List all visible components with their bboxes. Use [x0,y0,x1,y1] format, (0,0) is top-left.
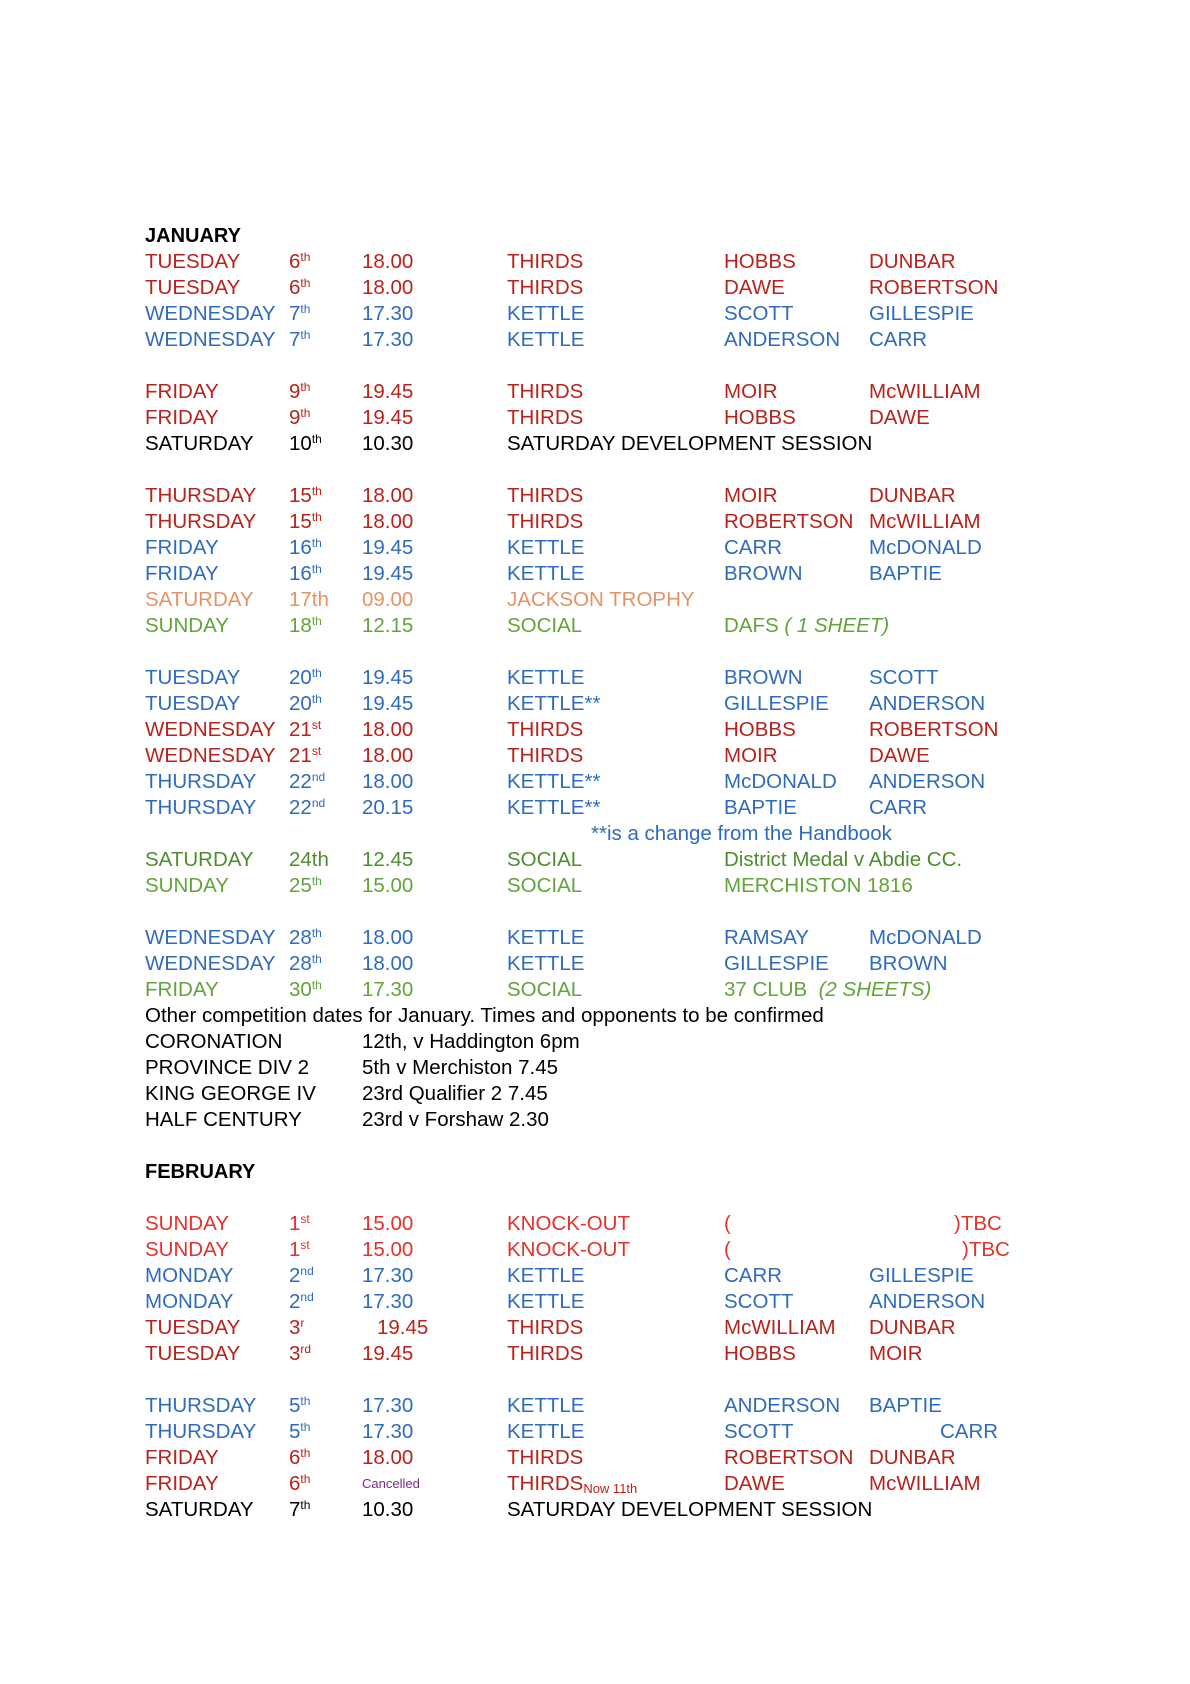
event: SOCIAL [507,874,583,897]
spacer [145,1133,1045,1159]
player-2: ANDERSON [869,692,986,715]
day: SUNDAY [145,1212,229,1235]
fixture-row [145,509,1045,535]
time: 18.00 [362,250,414,273]
day: FRIDAY [145,536,219,559]
player-2: McDONALD [869,926,982,949]
player-1: MOIR [724,484,778,507]
fixture-row [145,275,1045,301]
fixture-row [145,405,1045,431]
time: 19.45 [362,536,414,559]
fixture-row [145,873,1045,899]
event: KETTLE [507,1394,585,1417]
date: 6th [289,1446,311,1469]
competition-row [145,1107,1045,1133]
event: KETTLE** [507,770,601,793]
date: 5th [289,1420,311,1443]
day: THURSDAY [145,484,257,507]
event: THIRDS [507,484,584,507]
event: THIRDS [507,406,584,429]
fixture-row [145,535,1045,561]
player-1: MERCHISTON 1816 [724,874,913,897]
competition-row [145,1081,1045,1107]
day: MONDAY [145,1290,234,1313]
player-1: GILLESPIE [724,692,829,715]
event: JACKSON TROPHY [507,588,695,611]
event: KETTLE [507,328,585,351]
time: 19.45 [377,1316,429,1339]
event: SOCIAL [507,614,583,637]
competition-detail: 23rd Qualifier 2 7.45 [362,1082,548,1105]
competition-name: KING GEORGE IV [145,1082,316,1105]
day: TUESDAY [145,1342,241,1365]
day: FRIDAY [145,978,219,1001]
competition-row [145,1055,1045,1081]
time: 19.45 [362,562,414,585]
competition-name: HALF CENTURY [145,1108,302,1131]
tbc: )TBC [962,1238,1010,1261]
fixture-row [145,561,1045,587]
competition-row [145,1029,1045,1055]
time: 12.45 [362,848,414,871]
date: 15th [289,484,322,507]
event: THIRDS [507,510,584,533]
month-heading-january: JANUARY [145,225,241,247]
date: 16th [289,562,322,585]
player-1: ANDERSON [724,328,841,351]
date: 24th [289,848,329,871]
spacer [145,457,1045,483]
day: THURSDAY [145,770,257,793]
time: 17.30 [362,978,414,1001]
time: 18.00 [362,718,414,741]
time: 19.45 [362,1342,414,1365]
day: THURSDAY [145,510,257,533]
player-1: BROWN [724,666,803,689]
fixture-row [145,327,1045,353]
player-1: HOBBS [724,250,796,273]
day: SATURDAY [145,848,254,871]
player-1: McDONALD [724,770,837,793]
time: 17.30 [362,302,414,325]
time: 18.00 [362,484,414,507]
date: 17th [289,588,329,611]
time: 15.00 [362,874,414,897]
time: 15.00 [362,1212,414,1235]
player-1: GILLESPIE [724,952,829,975]
player-1: SCOTT [724,1420,794,1443]
fixture-row [145,977,1045,1003]
spacer [145,1367,1045,1393]
date: 2nd [289,1264,314,1287]
player-2: McWILLIAM [869,1472,981,1495]
event: THIRDS [507,1342,584,1365]
date: 1st [289,1238,310,1261]
day: WEDNESDAY [145,302,276,325]
day: WEDNESDAY [145,744,276,767]
fixture-row [145,847,1045,873]
time: 19.45 [362,380,414,403]
player-2: McWILLIAM [869,510,981,533]
fixture-row [145,483,1045,509]
fixture-row [145,1471,1045,1497]
spacer [145,353,1045,379]
spacer [145,639,1045,665]
date: 25th [289,874,322,897]
fixture-row [145,1289,1045,1315]
event: THIRDS [507,250,584,273]
day: WEDNESDAY [145,718,276,741]
player-2: GILLESPIE [869,1264,974,1287]
event: KETTLE [507,1420,585,1443]
day: SATURDAY [145,1498,254,1521]
player-2: DUNBAR [869,484,956,507]
player-1: ROBERTSON [724,1446,854,1469]
fixture-row [145,249,1045,275]
date: 28th [289,926,322,949]
player-2: ROBERTSON [869,276,999,299]
event: THIRDS [507,380,584,403]
date: 6th [289,250,311,273]
player-2: ANDERSON [869,770,986,793]
fixture-row [145,1263,1045,1289]
fixture-row [145,1341,1045,1367]
player-1: SCOTT [724,302,794,325]
fixture-row [145,743,1045,769]
player-2: SCOTT [869,666,939,689]
event: THIRDS [507,718,584,741]
time: 19.45 [362,666,414,689]
player-1: ( [724,1212,731,1235]
day: WEDNESDAY [145,328,276,351]
player-2: ANDERSON [869,1290,986,1313]
event: KETTLE [507,536,585,559]
competition-detail: 5th v Merchiston 7.45 [362,1056,558,1079]
fixture-row [145,795,1045,821]
time: 18.00 [362,952,414,975]
competition-name: CORONATION [145,1030,283,1053]
event: KETTLE [507,1264,585,1287]
day: TUESDAY [145,666,241,689]
time: 20.15 [362,796,414,819]
player-1: ( [724,1238,731,1261]
fixture-row [145,951,1045,977]
day: FRIDAY [145,406,219,429]
fixture-row [145,301,1045,327]
day: MONDAY [145,1264,234,1287]
date: 21st [289,744,322,767]
day: SUNDAY [145,1238,229,1261]
date: 9th [289,380,311,403]
date: 3$^r$ [289,1316,305,1339]
player-2: CARR [940,1420,999,1443]
spacer [145,899,1045,925]
time: 12.15 [362,614,414,637]
competition-detail: 12th, v Haddington 6pm [362,1030,580,1053]
fixture-row [145,691,1045,717]
fixture-row [145,1497,1045,1523]
day: TUESDAY [145,692,241,715]
player-2: DUNBAR [869,1446,956,1469]
other-competitions-intro-row [145,1003,1045,1029]
month-heading-february: FEBRUARY [145,1161,256,1183]
event: THIRDS [507,744,584,767]
event: THIRDSNow 11th [507,1472,638,1496]
player-1: RAMSAY [724,926,810,949]
time: 19.45 [362,406,414,429]
player-2: BAPTIE [869,1394,942,1417]
player-2: BAPTIE [869,562,942,585]
player-2: GILLESPIE [869,302,974,325]
player-2: DUNBAR [869,250,956,273]
day: SATURDAY [145,588,254,611]
player-2: DAWE [869,744,930,767]
event: THIRDS [507,1446,584,1469]
player-1: HOBBS [724,718,796,741]
time: 10.30 [362,432,414,455]
day: SUNDAY [145,614,229,637]
event: KNOCK-OUT [507,1212,630,1235]
day: SATURDAY [145,432,254,455]
date: 7th [289,328,311,351]
date: 20th [289,692,322,715]
fixture-row [145,1211,1045,1237]
time: 19.45 [362,692,414,715]
event: KETTLE** [507,796,601,819]
event: KETTLE [507,952,585,975]
event: KNOCK-OUT [507,1238,630,1261]
date: 1st [289,1212,310,1235]
date: 5th [289,1394,311,1417]
player-2: ROBERTSON [869,718,999,741]
player-1: DAFS ( 1 SHEET) [724,614,890,637]
day: FRIDAY [145,380,219,403]
date: 22nd [289,796,326,819]
date: 28th [289,952,322,975]
day: FRIDAY [145,1472,219,1495]
date: 16th [289,536,322,559]
time: 17.30 [362,1394,414,1417]
time [362,1471,420,1497]
fixture-row [145,1237,1045,1263]
tbc: )TBC [954,1212,1002,1235]
fixture-row [145,717,1045,743]
player-2: DAWE [869,406,930,429]
event: KETTLE [507,302,585,325]
competition-name: PROVINCE DIV 2 [145,1056,310,1079]
fixture-row [145,925,1045,951]
time: 09.00 [362,588,414,611]
date: 2nd [289,1290,314,1313]
fixture-row [145,379,1045,405]
date: 6th [289,1472,311,1495]
day: TUESDAY [145,250,241,273]
fixture-row [145,587,1045,613]
player-1: CARR [724,1264,783,1287]
player-2: CARR [869,796,928,819]
event: THIRDS [507,1316,584,1339]
time: 17.30 [362,1290,414,1313]
event: KETTLE [507,1290,585,1313]
date: 10th [289,432,322,455]
date: 15th [289,510,322,533]
day: WEDNESDAY [145,926,276,949]
player-1: CARR [724,536,783,559]
other-competitions-intro: Other competition dates for January. Times and opponents to be confirmed [145,1004,824,1027]
event: KETTLE [507,926,585,949]
player-2: McDONALD [869,536,982,559]
player-1: 37 CLUB (2 SHEETS) [724,978,932,1001]
day: FRIDAY [145,1446,219,1469]
date: 21st [289,718,322,741]
player-1: District Medal v Abdie CC. [724,848,963,871]
fixture-row [145,1315,1045,1341]
player-2: DUNBAR [869,1316,956,1339]
date: 18th [289,614,322,637]
player-2: MOIR [869,1342,923,1365]
day: SUNDAY [145,874,229,897]
player-2: CARR [869,328,928,351]
player-1: HOBBS [724,406,796,429]
day: THURSDAY [145,1394,257,1417]
date: 3rd [289,1342,312,1365]
time: 18.00 [362,770,414,793]
day: WEDNESDAY [145,952,276,975]
event: KETTLE [507,666,585,689]
player-1: BROWN [724,562,803,585]
day: THURSDAY [145,1420,257,1443]
date: 7th [289,1498,311,1521]
time: 18.00 [362,744,414,767]
player-1: SCOTT [724,1290,794,1313]
time: 17.30 [362,1264,414,1287]
event: THIRDS [507,276,584,299]
event: SATURDAY DEVELOPMENT SESSION [507,432,873,455]
event: SOCIAL [507,848,583,871]
time: 10.30 [362,1498,414,1521]
player-1: ANDERSON [724,1394,841,1417]
player-1: DAWE [724,1472,785,1495]
fixture-row [145,1393,1045,1419]
rescheduled-note: Now 11th [583,1481,638,1496]
date: 9th [289,406,311,429]
handbook-note: **is a change from the Handbook [591,822,892,845]
fixture-row [145,613,1045,639]
date: 6th [289,276,311,299]
competition-detail: 23rd v Forshaw 2.30 [362,1108,549,1131]
date: 20th [289,666,322,689]
time: 15.00 [362,1238,414,1261]
time: 18.00 [362,1446,414,1469]
player-2: BROWN [869,952,948,975]
time: 18.00 [362,510,414,533]
event: KETTLE [507,562,585,585]
cancelled-label: Cancelled [362,1476,420,1491]
handbook-note-row [145,821,1045,847]
day: TUESDAY [145,276,241,299]
player-2: McWILLIAM [869,380,981,403]
day: THURSDAY [145,796,257,819]
player-1: HOBBS [724,1342,796,1365]
date: 30th [289,978,322,1001]
fixture-row [145,769,1045,795]
fixture-row [145,1445,1045,1471]
day: FRIDAY [145,562,219,585]
player-1: ROBERTSON [724,510,854,533]
event: SOCIAL [507,978,583,1001]
event: KETTLE** [507,692,601,715]
player-1: MOIR [724,744,778,767]
fixtures-page [145,223,1045,1523]
player-1: BAPTIE [724,796,797,819]
fixture-row [145,665,1045,691]
time: 18.00 [362,926,414,949]
fixture-row [145,1419,1045,1445]
date: 7th [289,302,311,325]
fixture-row [145,431,1045,457]
time: 17.30 [362,328,414,351]
player-1: McWILLIAM [724,1316,836,1339]
time: 17.30 [362,1420,414,1443]
spacer [145,1185,1045,1211]
event: SATURDAY DEVELOPMENT SESSION [507,1498,873,1521]
date: 22nd [289,770,326,793]
time: 18.00 [362,276,414,299]
day: TUESDAY [145,1316,241,1339]
player-1: MOIR [724,380,778,403]
player-1: DAWE [724,276,785,299]
